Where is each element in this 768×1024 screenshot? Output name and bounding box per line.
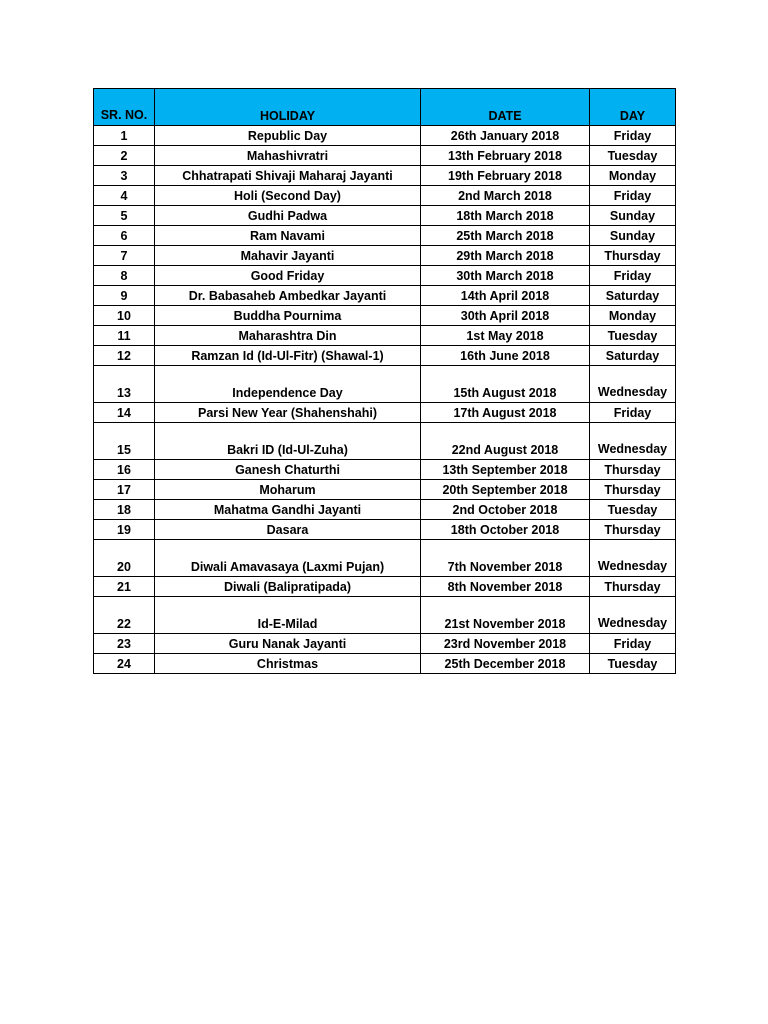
cell-day: Tuesday bbox=[590, 654, 676, 674]
table-row bbox=[94, 634, 676, 654]
cell-sr-no: 11 bbox=[94, 326, 155, 346]
cell-sr-no: 23 bbox=[94, 634, 155, 654]
cell-holiday: Bakri ID (Id-Ul-Zuha) bbox=[155, 423, 421, 460]
cell-sr-no: 13 bbox=[94, 366, 155, 403]
cell-date: 15th August 2018 bbox=[421, 366, 590, 403]
cell-day: Friday bbox=[590, 634, 676, 654]
cell-sr-no: 24 bbox=[94, 654, 155, 674]
table-header bbox=[94, 89, 676, 126]
cell-day: Thursday bbox=[590, 520, 676, 540]
cell-day: Wednesday bbox=[590, 597, 676, 634]
cell-date: 21st November 2018 bbox=[421, 597, 590, 634]
cell-holiday: Maharashtra Din bbox=[155, 326, 421, 346]
cell-date: 17th August 2018 bbox=[421, 403, 590, 423]
cell-day: Thursday bbox=[590, 460, 676, 480]
cell-date: 2nd October 2018 bbox=[421, 500, 590, 520]
table-row bbox=[94, 403, 676, 423]
cell-day: Tuesday bbox=[590, 500, 676, 520]
cell-day: Tuesday bbox=[590, 146, 676, 166]
table-row bbox=[94, 597, 676, 634]
cell-sr-no: 3 bbox=[94, 166, 155, 186]
cell-day: Sunday bbox=[590, 226, 676, 246]
cell-day: Friday bbox=[590, 403, 676, 423]
cell-day: Saturday bbox=[590, 286, 676, 306]
table-row bbox=[94, 286, 676, 306]
table-row bbox=[94, 326, 676, 346]
cell-date: 20th September 2018 bbox=[421, 480, 590, 500]
cell-date: 25th December 2018 bbox=[421, 654, 590, 674]
cell-holiday: Ramzan Id (Id-Ul-Fitr) (Shawal-1) bbox=[155, 346, 421, 366]
cell-date: 22nd August 2018 bbox=[421, 423, 590, 460]
cell-sr-no: 15 bbox=[94, 423, 155, 460]
cell-day: Thursday bbox=[590, 577, 676, 597]
cell-date: 19th February 2018 bbox=[421, 166, 590, 186]
cell-holiday: Buddha Pournima bbox=[155, 306, 421, 326]
table-row bbox=[94, 306, 676, 326]
cell-sr-no: 10 bbox=[94, 306, 155, 326]
cell-holiday: Chhatrapati Shivaji Maharaj Jayanti bbox=[155, 166, 421, 186]
cell-date: 14th April 2018 bbox=[421, 286, 590, 306]
cell-holiday: Good Friday bbox=[155, 266, 421, 286]
cell-holiday: Christmas bbox=[155, 654, 421, 674]
cell-day: Thursday bbox=[590, 246, 676, 266]
table-row bbox=[94, 480, 676, 500]
cell-date: 13th September 2018 bbox=[421, 460, 590, 480]
cell-holiday: Gudhi Padwa bbox=[155, 206, 421, 226]
table-row bbox=[94, 577, 676, 597]
cell-sr-no: 22 bbox=[94, 597, 155, 634]
cell-day: Sunday bbox=[590, 206, 676, 226]
cell-date: 25th March 2018 bbox=[421, 226, 590, 246]
cell-holiday: Mahavir Jayanti bbox=[155, 246, 421, 266]
cell-date: 18th March 2018 bbox=[421, 206, 590, 226]
table-row bbox=[94, 266, 676, 286]
table-row bbox=[94, 423, 676, 460]
cell-holiday: Diwali Amavasaya (Laxmi Pujan) bbox=[155, 540, 421, 577]
cell-date: 13th February 2018 bbox=[421, 146, 590, 166]
table-row bbox=[94, 346, 676, 366]
cell-sr-no: 18 bbox=[94, 500, 155, 520]
cell-holiday: Independence Day bbox=[155, 366, 421, 403]
table-row bbox=[94, 654, 676, 674]
cell-day: Friday bbox=[590, 266, 676, 286]
header-row bbox=[94, 89, 676, 126]
cell-date: 16th June 2018 bbox=[421, 346, 590, 366]
cell-day: Tuesday bbox=[590, 326, 676, 346]
cell-holiday: Diwali (Balipratipada) bbox=[155, 577, 421, 597]
table-row bbox=[94, 500, 676, 520]
header-sr-no: SR. NO. bbox=[94, 89, 155, 126]
cell-date: 1st May 2018 bbox=[421, 326, 590, 346]
cell-sr-no: 4 bbox=[94, 186, 155, 206]
cell-date: 29th March 2018 bbox=[421, 246, 590, 266]
cell-sr-no: 12 bbox=[94, 346, 155, 366]
cell-day: Thursday bbox=[590, 480, 676, 500]
cell-holiday: Dr. Babasaheb Ambedkar Jayanti bbox=[155, 286, 421, 306]
table-row bbox=[94, 146, 676, 166]
header-holiday: HOLIDAY bbox=[155, 89, 421, 126]
table-row bbox=[94, 366, 676, 403]
cell-date: 23rd November 2018 bbox=[421, 634, 590, 654]
cell-day: Friday bbox=[590, 126, 676, 146]
cell-sr-no: 8 bbox=[94, 266, 155, 286]
table-row bbox=[94, 540, 676, 577]
cell-date: 30th April 2018 bbox=[421, 306, 590, 326]
table-row bbox=[94, 166, 676, 186]
cell-date: 30th March 2018 bbox=[421, 266, 590, 286]
cell-holiday: Id-E-Milad bbox=[155, 597, 421, 634]
cell-sr-no: 20 bbox=[94, 540, 155, 577]
cell-holiday: Guru Nanak Jayanti bbox=[155, 634, 421, 654]
cell-sr-no: 2 bbox=[94, 146, 155, 166]
table-row bbox=[94, 520, 676, 540]
cell-day: Saturday bbox=[590, 346, 676, 366]
cell-holiday: Ram Navami bbox=[155, 226, 421, 246]
table-row bbox=[94, 126, 676, 146]
cell-date: 2nd March 2018 bbox=[421, 186, 590, 206]
cell-holiday: Moharum bbox=[155, 480, 421, 500]
cell-day: Wednesday bbox=[590, 366, 676, 403]
cell-day: Monday bbox=[590, 166, 676, 186]
cell-holiday: Holi (Second Day) bbox=[155, 186, 421, 206]
cell-date: 26th January 2018 bbox=[421, 126, 590, 146]
cell-day: Wednesday bbox=[590, 540, 676, 577]
table-row bbox=[94, 206, 676, 226]
cell-sr-no: 17 bbox=[94, 480, 155, 500]
cell-sr-no: 21 bbox=[94, 577, 155, 597]
cell-sr-no: 9 bbox=[94, 286, 155, 306]
cell-sr-no: 16 bbox=[94, 460, 155, 480]
cell-date: 7th November 2018 bbox=[421, 540, 590, 577]
holiday-table bbox=[93, 88, 676, 674]
cell-holiday: Mahatma Gandhi Jayanti bbox=[155, 500, 421, 520]
cell-sr-no: 19 bbox=[94, 520, 155, 540]
cell-sr-no: 7 bbox=[94, 246, 155, 266]
header-day: DAY bbox=[590, 89, 676, 126]
cell-day: Friday bbox=[590, 186, 676, 206]
cell-holiday: Mahashivratri bbox=[155, 146, 421, 166]
cell-holiday: Republic Day bbox=[155, 126, 421, 146]
header-date: DATE bbox=[421, 89, 590, 126]
table-row bbox=[94, 246, 676, 266]
cell-holiday: Parsi New Year (Shahenshahi) bbox=[155, 403, 421, 423]
cell-holiday: Ganesh Chaturthi bbox=[155, 460, 421, 480]
cell-sr-no: 5 bbox=[94, 206, 155, 226]
table-row bbox=[94, 226, 676, 246]
cell-day: Wednesday bbox=[590, 423, 676, 460]
cell-sr-no: 14 bbox=[94, 403, 155, 423]
table-row bbox=[94, 186, 676, 206]
cell-date: 18th October 2018 bbox=[421, 520, 590, 540]
cell-sr-no: 6 bbox=[94, 226, 155, 246]
table-row bbox=[94, 460, 676, 480]
table-body bbox=[94, 126, 676, 674]
cell-sr-no: 1 bbox=[94, 126, 155, 146]
cell-holiday: Dasara bbox=[155, 520, 421, 540]
cell-day: Monday bbox=[590, 306, 676, 326]
cell-date: 8th November 2018 bbox=[421, 577, 590, 597]
